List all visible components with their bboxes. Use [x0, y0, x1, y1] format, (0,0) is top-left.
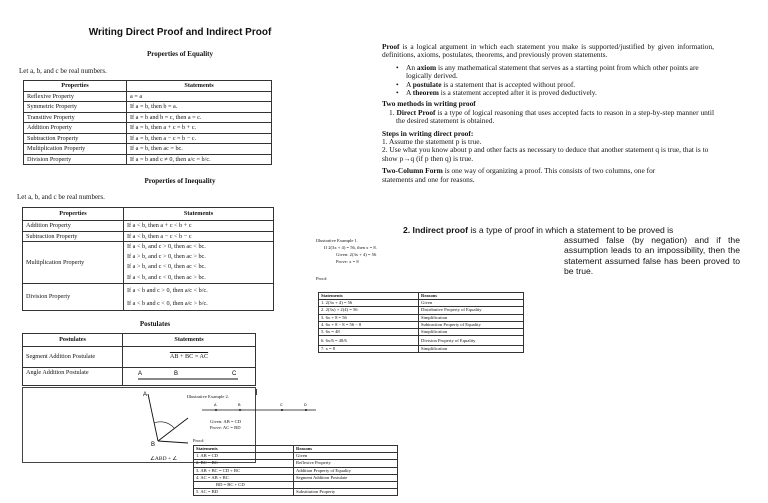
example1-line1: If 2(3x + 4) = 56, then x = 8.	[324, 245, 377, 250]
statement-cell: If a = b and b = c, then a = c.	[127, 112, 272, 123]
table-row	[319, 300, 524, 307]
bullet-term: axiom	[416, 62, 437, 72]
reason-cell: Addition Property of Equality	[294, 467, 398, 474]
property-cell: Multiplication Property	[24, 144, 127, 155]
list-item	[396, 64, 714, 81]
table-row	[194, 453, 398, 460]
table-row	[23, 283, 274, 310]
statement-cell: 7. x = 8	[319, 346, 419, 353]
bullet-text: is any mathematical statement that serves as a starting point from which other points are logically derived.	[406, 62, 699, 81]
statement-cell	[124, 283, 274, 310]
bullet-prefix: A	[406, 88, 413, 98]
table-row	[24, 123, 272, 134]
point-d	[305, 409, 307, 411]
column-header: Postulates	[23, 334, 123, 347]
example1-heading: Illustrative Example 1.	[316, 238, 358, 243]
property-cell: Transitive Property	[24, 112, 127, 123]
table-row	[319, 307, 524, 314]
postulates-heading: Postulates	[139, 320, 171, 328]
statement-cell: 5. AC = BD	[194, 489, 294, 496]
equality-intro: Let a, b, and c be real numbers.	[19, 67, 107, 75]
statement-line: If a > b, and c < 0, then ac < bc.	[127, 263, 206, 271]
statement-cell: 4. AC = AB + BC	[194, 474, 294, 481]
point-a	[215, 409, 217, 411]
reason-cell: Simplification	[419, 346, 524, 353]
reason-cell: Given	[419, 300, 524, 307]
column-header: Statements	[319, 293, 419, 300]
statement-cell: AB + BC = AC	[123, 347, 256, 368]
two-column-form	[382, 167, 682, 184]
statement-cell: If a = b and c ≠ 0, then a/c = b/c.	[127, 154, 272, 165]
example2-line-diagram	[200, 402, 320, 414]
divider	[256, 389, 257, 395]
reason-cell: Distributive Property of Equality	[419, 307, 524, 314]
statement-line: If a < b, and c < 0, then ac > bc.	[127, 273, 206, 281]
two-methods-section	[382, 100, 714, 125]
indirect-proof-lead	[403, 225, 673, 235]
bullet-term: theorem	[412, 88, 439, 98]
property-cell: Addition Property	[24, 123, 127, 134]
two-column-text: is one way of organizing a proof. This consists of two columns, one for statements and one for reasons.	[382, 166, 656, 184]
bullet-prefix: A	[406, 79, 413, 89]
point-label: B	[238, 403, 241, 407]
statement-cell: 1. AB = CD	[194, 453, 294, 460]
table-header-row	[23, 208, 274, 221]
point-b	[239, 409, 241, 411]
table-header-row	[24, 81, 272, 92]
reason-cell: Reflexive Property	[294, 460, 398, 467]
table-row	[319, 321, 524, 328]
reason-cell: Given	[294, 453, 398, 460]
column-header: Statements	[194, 446, 294, 453]
statement-cell: If a < b, then a + c < b + c	[124, 221, 274, 232]
two-methods-heading: Two methods in writing proof	[382, 99, 476, 109]
bullet-text: is a statement accepted after it is proved deductively.	[438, 88, 597, 98]
proof-term: Proof	[382, 42, 400, 51]
table-row	[23, 242, 274, 284]
property-cell: Symmetric Property	[24, 102, 127, 113]
statement-cell: If a = b, then a + c = b + c.	[127, 123, 272, 134]
reason-cell: Subtraction Property of Equality	[419, 321, 524, 328]
reason-cell	[294, 482, 398, 489]
table-row	[194, 460, 398, 467]
angle-caption: ∠ABD + ∠	[150, 456, 178, 462]
table-header-row	[319, 293, 524, 300]
statement-cell	[124, 242, 274, 284]
property-cell: Division Property	[23, 283, 124, 310]
table-row	[319, 314, 524, 321]
steps-section	[382, 130, 714, 164]
angle-arc	[154, 422, 174, 428]
property-cell: Division Property	[24, 154, 127, 165]
table-row	[194, 474, 398, 481]
property-cell: Subtraction Property	[23, 231, 124, 242]
table-header-row	[23, 334, 256, 347]
statement-line: If a < b and c < 0, then a/c > b/c.	[127, 299, 208, 307]
direct-proof-text: is a type of logical reasoning that uses accepted facts to reason in a step-by-step manner until the desired statement is obtained.	[396, 107, 715, 126]
direct-proof-item: 1. Direct Proof is a type of logical reasoning that uses accepted facts to reason in a step-by-step manner until the desired statement is obtained.	[389, 107, 715, 126]
bullet-term: postulate	[412, 79, 442, 89]
table-row	[23, 231, 274, 242]
property-cell: Multiplication Property	[23, 242, 124, 284]
table-row	[24, 91, 272, 102]
reason-cell: Substitution Property	[294, 489, 398, 496]
example2-prove: Prove: AC = BD	[210, 425, 241, 430]
statement-cell: 2. BC = BC	[194, 460, 294, 467]
equality-table	[23, 80, 272, 165]
column-header: Properties	[23, 208, 124, 221]
point-label: C	[280, 403, 283, 407]
statement-line: If a < b and c > 0, then a/c < b/c.	[127, 286, 208, 294]
inequality-table	[22, 207, 274, 311]
example1-proof-label: Proof:	[316, 276, 328, 281]
example2-given: Given: AB = CD	[210, 419, 242, 424]
property-cell: Segment Addition Postulate	[23, 347, 123, 368]
point-label: A	[143, 392, 148, 398]
column-header: Statements	[123, 334, 256, 347]
statement-cell: 1. 2(3x + 4) = 56	[319, 300, 419, 307]
statement-cell: If a = b, then b = a.	[127, 102, 272, 113]
statement-line: If a < b, and c > 0, then ac < bc.	[127, 243, 206, 250]
statement-cell: BD = BC + CD	[194, 482, 294, 489]
ray-ba	[148, 394, 158, 441]
table-row	[24, 154, 272, 165]
reason-cell: Simplification	[419, 329, 524, 336]
example1-prove: Prove: x = 8	[336, 259, 359, 264]
column-header: Reasons	[419, 293, 524, 300]
column-header: Properties	[24, 81, 127, 92]
inequality-intro: Let a, b, and c be real numbers.	[17, 193, 105, 201]
reason-cell: Segment Addition Postulate	[294, 474, 398, 481]
table-row	[194, 489, 398, 496]
statement-cell: If a < b, then a − c < b − c	[124, 231, 274, 242]
list-item	[396, 89, 714, 97]
two-column-term: Two-Column Form	[382, 166, 443, 176]
step-2: 2. Use what you know about p and other facts as necessary to deduce that another statement q is true, that is to show p→q (if p then q) is true.	[382, 145, 709, 163]
table-row	[23, 347, 256, 368]
table-row	[319, 336, 524, 346]
proof-text: is a logical argument in which each statement you make is supported/justified by given information, definitions, axioms, postulates, theorems, and previously proven statements.	[382, 42, 714, 60]
example1-proof-table	[318, 292, 524, 353]
ray-bc	[158, 441, 188, 443]
proof-definition	[382, 43, 714, 60]
table-row	[24, 144, 272, 155]
steps-heading: Steps in writing direct proof:	[382, 128, 474, 138]
ray-bd	[158, 418, 188, 441]
indirect-proof-rest: assumed false (by negation) and if the assumption leads to an impossibility, then the statement assumed false has been proved to be true.	[564, 235, 740, 277]
point-label: C	[232, 371, 237, 377]
statement-line: If a > b, and c > 0, then ac > bc.	[127, 253, 206, 261]
property-cell: Angle Addition Postulate	[23, 368, 123, 386]
statement-cell: 3. 6x + 8 = 56	[319, 314, 419, 321]
property-cell: Subtraction Property	[24, 133, 127, 144]
column-header: Statements	[124, 208, 274, 221]
example2-heading: Illustrative Example 2.	[187, 394, 229, 399]
statement-cell: If a = b, then ac = bc.	[127, 144, 272, 155]
property-cell: Addition Property	[23, 221, 124, 232]
point-label: B	[151, 442, 156, 448]
column-header: Statements	[127, 81, 272, 92]
statement-cell: 4. 6x + 8 − 8 = 56 − 8	[319, 321, 419, 328]
table-row	[24, 133, 272, 144]
reason-cell: Division Property of Equality	[419, 336, 524, 346]
example2-proof-table	[193, 445, 398, 496]
definition-list	[382, 64, 714, 98]
point-label: A	[214, 403, 217, 407]
property-cell: Reflexive Property	[24, 91, 127, 102]
segment-diagram	[126, 368, 246, 384]
table-row	[194, 482, 398, 489]
step-1: 1. Assume the statement p is true.	[382, 137, 482, 147]
page-title: Writing Direct Proof and Indirect Proof	[88, 27, 272, 38]
statement-cell: If a = b, then a − c = b − c.	[127, 133, 272, 144]
inequality-heading: Properties of Inequality	[144, 177, 216, 185]
angle-diagram	[130, 388, 190, 458]
indirect-proof-inline: is a type of proof in which a statement to be proved is	[467, 225, 674, 235]
table-row	[319, 346, 524, 353]
statement-cell	[123, 368, 256, 386]
table-row	[24, 102, 272, 113]
statement-cell: a = a	[127, 91, 272, 102]
statement-cell: 5. 6x = 48	[319, 329, 419, 336]
bullet-text: is a statement that is accepted without proof.	[441, 79, 576, 89]
table-row	[194, 467, 398, 474]
point-label: D	[304, 403, 307, 407]
direct-proof-term: Direct Proof	[396, 107, 436, 117]
example2-proof-label: Proof:	[193, 438, 205, 443]
right-column	[382, 43, 714, 184]
table-row	[24, 112, 272, 123]
table-row	[319, 329, 524, 336]
point-label: A	[138, 371, 143, 377]
point-label: B	[174, 371, 179, 377]
bullet-prefix: An	[406, 62, 417, 72]
table-row	[23, 221, 274, 232]
indirect-proof-term: 2. Indirect proof	[403, 225, 468, 235]
statement-cell: 3. AB + BC = CD + BC	[194, 467, 294, 474]
table-row	[23, 368, 256, 386]
reason-cell: Simplification	[419, 314, 524, 321]
example1-given: Given: 2(3x + 4) = 56	[336, 252, 377, 257]
equality-heading: Properties of Equality	[147, 50, 213, 58]
statement-cell: 6. 6x/6 = 48/6	[319, 336, 419, 346]
table-header-row	[194, 446, 398, 453]
point-c	[281, 409, 283, 411]
statement-cell: 2. 2(3x) + 2(4) = 56	[319, 307, 419, 314]
postulates-table	[22, 333, 256, 386]
column-header: Reasons	[294, 446, 398, 453]
